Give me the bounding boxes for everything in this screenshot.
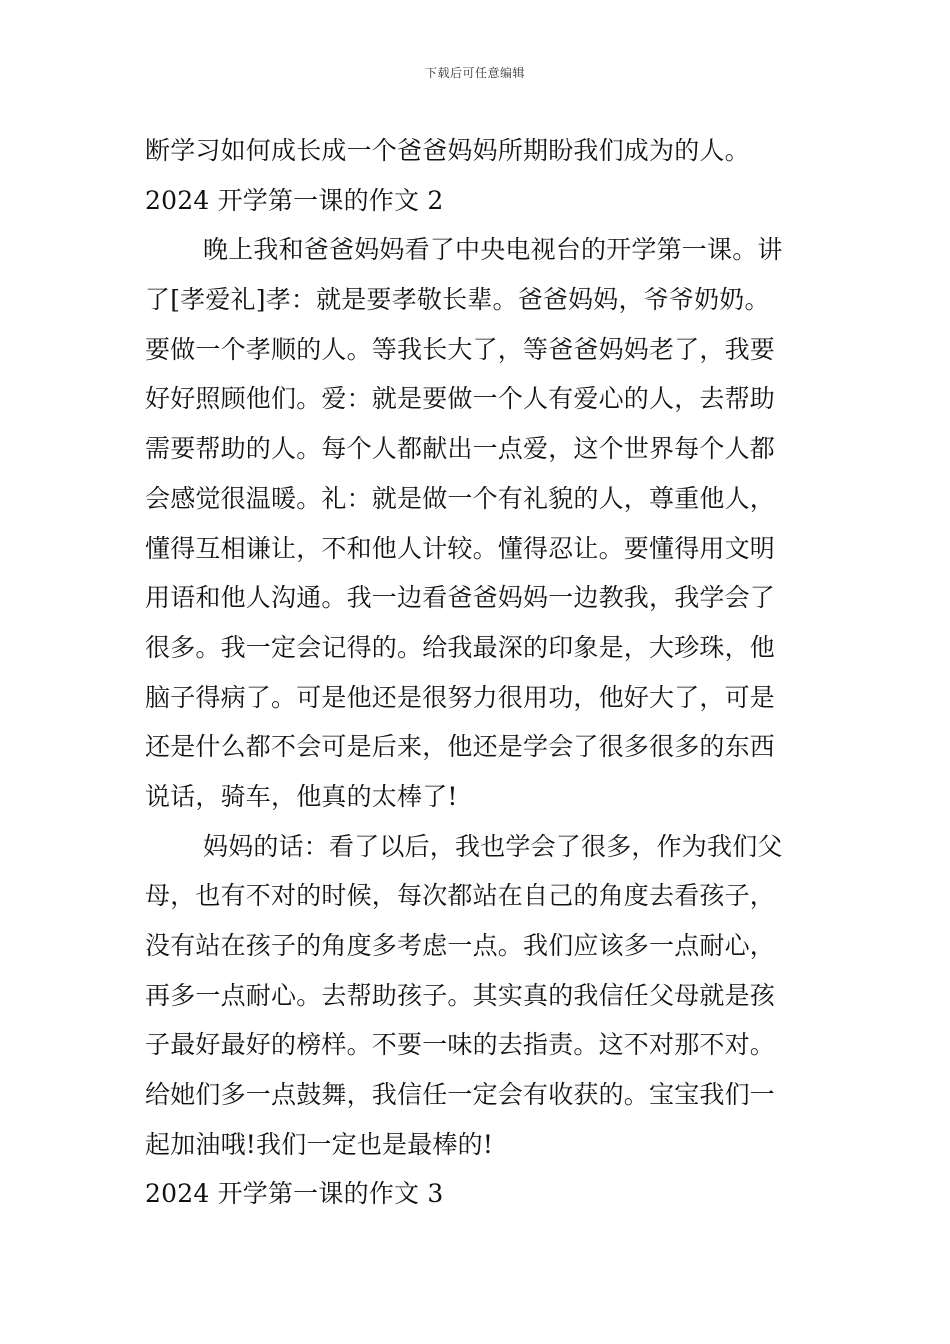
paragraph-line: 没有站在孩子的角度多考虑一点。我们应该多一点耐心， — [145, 931, 776, 960]
paragraph-line: 再多一点耐心。去帮助孩子。其实真的我信任父母就是孩 — [145, 980, 776, 1010]
paragraph-line: 用语和他人沟通。我一边看爸爸妈妈一边教我，我学会了 — [145, 583, 776, 613]
paragraph-line: 脑子得病了。可是他还是很努力很用功，他好大了，可是 — [145, 682, 776, 712]
paragraph-line: 会感觉很温暖。礼：就是做一个有礼貌的人，尊重他人， — [145, 483, 776, 513]
document-body — [145, 126, 807, 1219]
paragraph-line: 很多。我一定会记得的。给我最深的印象是，大珍珠，他 — [145, 632, 776, 662]
paragraph-line: 子最好最好的榜样。不要一味的去指责。这不对那不对。 — [145, 1030, 776, 1060]
paragraph-line: 好好照顾他们。爱：就是要做一个人有爱心的人，去帮助 — [145, 384, 776, 414]
paragraph-line: 起加油哦!我们一定也是最棒的! — [145, 1129, 494, 1159]
paragraph-line: 妈妈的话：看了以后，我也学会了很多，作为我们父 — [203, 831, 783, 861]
page-header-note: 下载后可任意编辑 — [424, 66, 525, 80]
paragraph-line: 说话，骑车，他真的太棒了! — [145, 781, 458, 811]
paragraph-line: 需要帮助的人。每个人都献出一点爱，这个世界每个人都 — [145, 434, 776, 464]
paragraph-line: 断学习如何成长成一个爸爸妈妈所期盼我们成为的人。 — [145, 136, 750, 165]
paragraph-line: 晚上我和爸爸妈妈看了中央电视台的开学第一课。讲 — [203, 235, 783, 265]
paragraph-line: 懂得互相谦让，不和他人计较。懂得忍让。要懂得用文明 — [145, 533, 776, 563]
paragraph-line: 要做一个孝顺的人。等我长大了，等爸爸妈妈老了，我要 — [145, 334, 776, 364]
paragraph-line: 了[孝爱礼]孝：就是要孝敬长辈。爸爸妈妈，爷爷奶奶。 — [145, 285, 770, 315]
section-heading-2: 2024 开学第一课的作文 2 — [145, 185, 444, 215]
paragraph-line: 给她们多一点鼓舞，我信任一定会有收获的。宝宝我们一 — [145, 1080, 776, 1110]
section-heading-3: 2024 开学第一课的作文 3 — [145, 1179, 444, 1209]
paragraph-line: 母，也有不对的时候，每次都站在自己的角度去看孩子， — [145, 881, 776, 911]
paragraph-line: 还是什么都不会可是后来，他还是学会了很多很多的东西 — [145, 732, 776, 762]
